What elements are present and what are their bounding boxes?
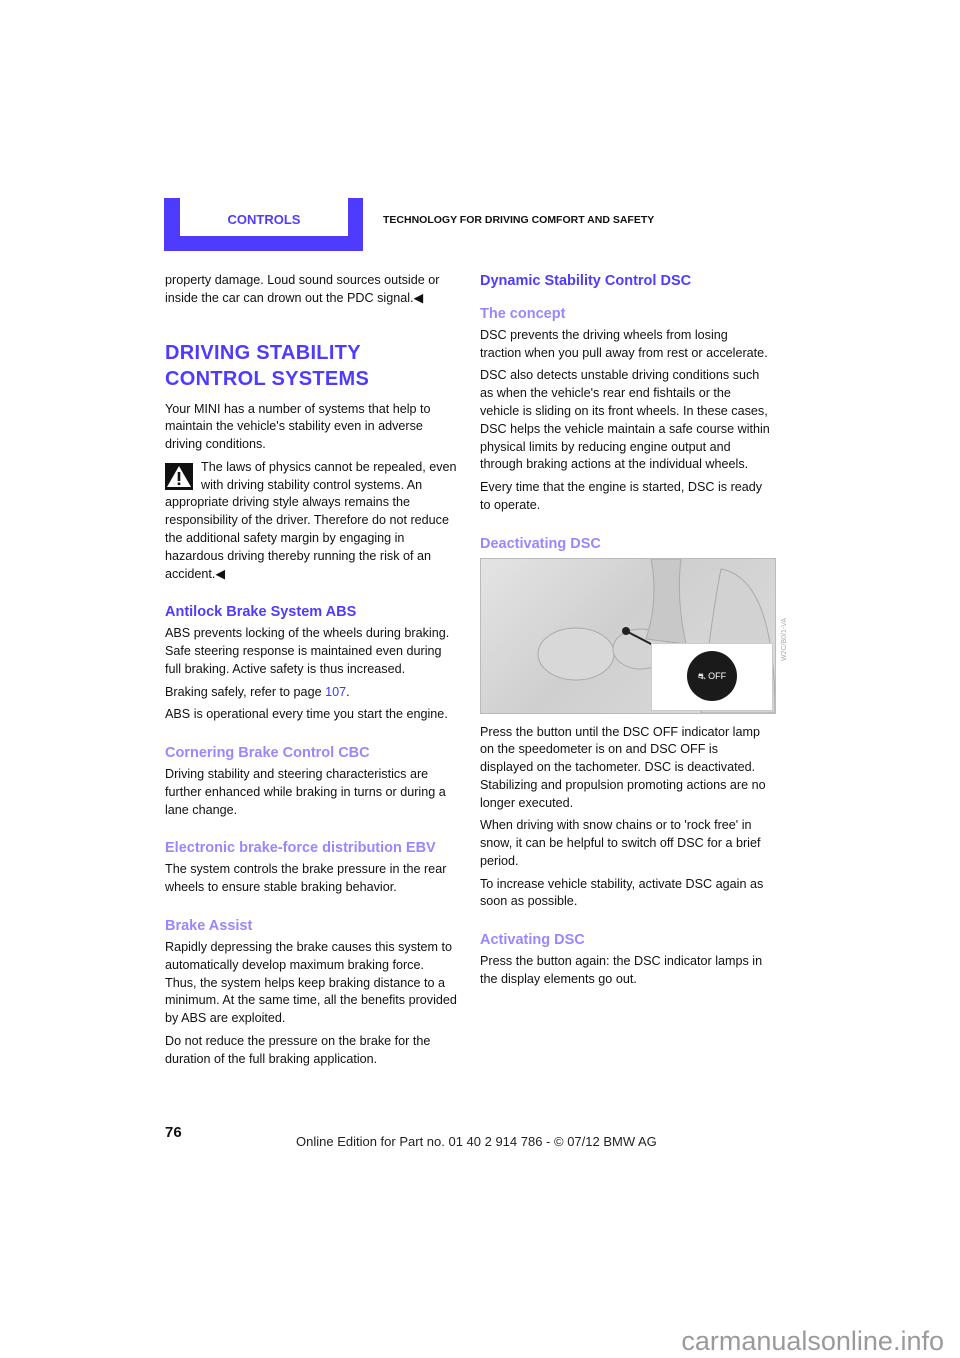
paragraph: Press the button again: the DSC indicator lamps in the display elements go out. [480,954,763,986]
paragraph: DSC also detects unstable driving conditions such as when the vehicle's rear end fishtails or the vehicle is sliding on its front wheels. In these cases, DSC helps the vehicle maintain a safe course within physical limits by reducing engine output and through braking actions at the individual wheels. [480,368,770,472]
subheading-deactivating: Deactivating DSC [480,535,601,552]
warning-text: The laws of physics cannot be repealed, even with driving stability control systems. [201,459,457,492]
paragraph: Rapidly depressing the brake causes this system to automatically develop maximum braking force. Thus, the system helps keep braking distance to a minimum. At the same time, all the benefits provided by ABS are exploited. [165,939,457,1026]
paragraph: DSC prevents the driving wheels from losing traction when you pull away from rest or accelerate. [480,328,768,360]
section-tab[interactable] [164,198,363,251]
text: Braking safely, refer to page [165,684,326,699]
dsc-button-illustration [480,558,788,714]
paragraph: Press the button until the DSC OFF indicator lamp on the speedometer is on and DSC OFF is displayed on the tachometer. DSC is deactivated. Stabilizing and propulsion promoting actions are no longer executed. [480,724,766,810]
paragraph: Every time that the engine is started, DSC is ready to operate. [480,479,763,512]
image-code: W2C/B0/1-VA [781,617,788,661]
paragraph: ABS prevents locking of the wheels during braking. Safe steering response is maintained even during full braking. Active safety is thus increased. [165,626,450,676]
subheading-cbc: Cornering Brake Control CBC [165,744,370,761]
paragraph: Driving stability and steering characteristics are further enhanced while braking in turns or during a lane change. [165,766,446,817]
paragraph: Do not reduce the pressure on the brake for the duration of the full braking application. [165,1033,431,1066]
paragraph: Your MINI has a number of systems that help to maintain the vehicle's stability even in adverse driving conditions. [165,401,431,452]
text: . [346,684,350,699]
left-column [165,272,457,1073]
car-skid-icon: ⛐ [697,670,706,681]
subheading-concept: The concept [480,306,566,322]
button-inset [651,643,773,711]
paragraph [165,684,457,702]
subheading-activating: Activating DSC [480,932,585,949]
section-heading: DRIVING STABILITY CONTROL SYSTEMS [165,341,370,390]
page-number: 76 [165,1124,182,1141]
warning-note [165,459,457,584]
paragraph: property damage. Loud sound sources outside or inside the car can drown out the PDC signal.◀ [165,273,440,305]
right-column [480,272,788,994]
subheading-dsc: Dynamic Stability Control DSC [480,273,692,289]
subheading-ebv: Electronic brake-force distribution EBV [165,840,436,857]
paragraph: ABS is operational every time you start the engine. [165,707,448,722]
warning-icon [165,463,193,490]
subheading-abs: Antilock Brake System ABS [165,604,357,621]
section-tab-label: CONTROLS [180,198,348,236]
page-link[interactable]: 107 [325,684,347,699]
button-label: OFF [708,670,727,681]
paragraph: The system controls the brake pressure in the rear wheels to ensure stable braking behavior. [165,862,447,895]
watermark: carmanualsonline.info [681,1326,944,1356]
subheading-brake-assist: Brake Assist [165,917,253,934]
paragraph: When driving with snow chains or to 'rock free' in snow, it can be helpful to switch off DSC for a brief period. [480,818,761,868]
dsc-off-button [687,651,737,701]
running-title: TECHNOLOGY FOR DRIVING COMFORT AND SAFETY [383,214,655,226]
paragraph: To increase vehicle stability, activate DSC again as soon as possible. [480,876,764,909]
warning-text: An appropriate driving style always remains the responsibility of the driver. Therefore do not reduce the additional safety margin by engaging in hazardous driving thereby running the risk of an accident.◀ [165,477,449,581]
edition-footer: Online Edition for Part no. 01 40 2 914 786 - © 07/12 BMW AG [296,1134,657,1149]
